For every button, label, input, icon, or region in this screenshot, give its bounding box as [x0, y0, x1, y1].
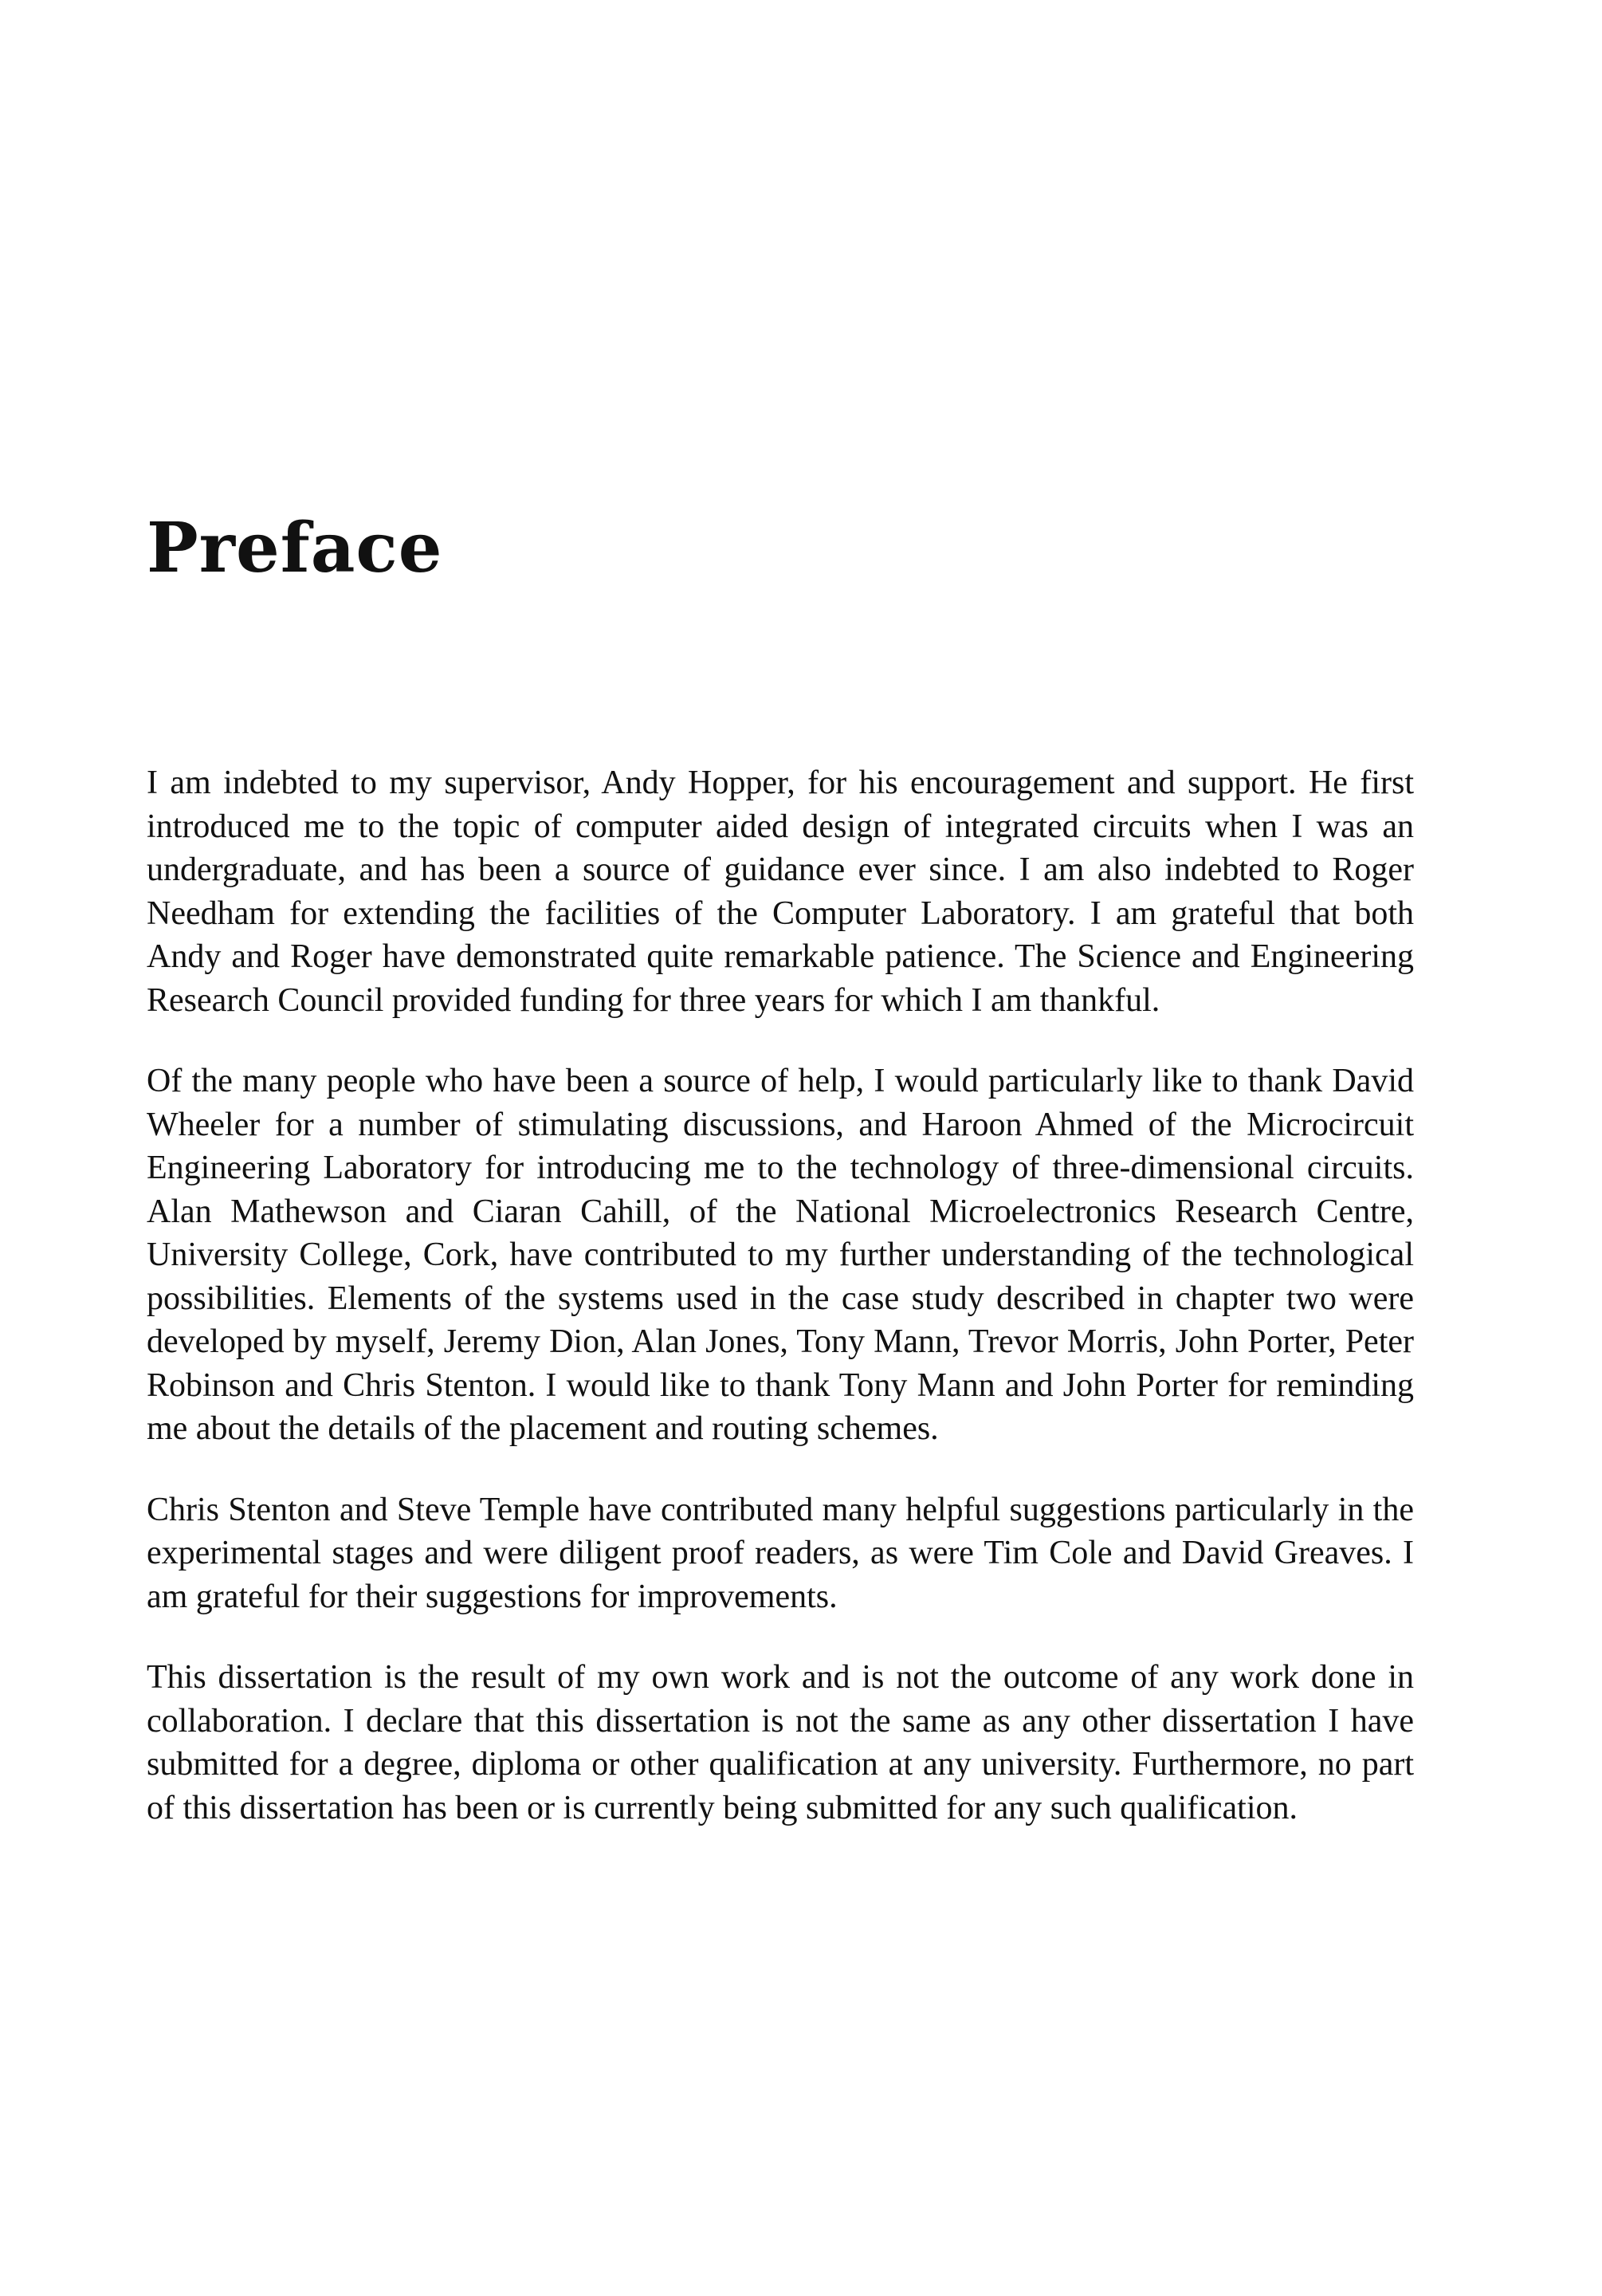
- paragraph-acknowledgements-colleagues: Of the many people who have been a source of help, I would particularly like to thank David Wheeler for a number of stimulating discussions, and Haroon Ahmed of the Microcircuit Engineering Laboratory for introducing me to the technology of three-dimensional circuits. Alan Mathewson and Ciaran Cahill, of the National Microelectronics Research Centre, University College, Cork, have contributed to my further understanding of the technological possibilities. Elements of the systems used in the case study described in chapter two were developed by myself, Jeremy Dion, Alan Jones, Tony Mann, Trevor Morris, John Porter, Peter Robinson and Chris Stenton. I would like to thank Tony Mann and John Porter for reminding me about the details of the placement and routing schemes.: [147, 1063, 1414, 1447]
- paragraph-acknowledgements-supervisor: I am indebted to my supervisor, Andy Hopper, for his encouragement and support. He first introduced me to the topic of computer aided design of integrated circuits when I was an undergraduate, and has been a source of guidance ever since. I am also indebted to Roger Needham for extending the facilities of the Computer Laboratory. I am grateful that both Andy and Roger have demonstrated quite remarkable patience. The Science and Engineering Research Council provided funding for three years for which I am thankful.: [147, 765, 1414, 1019]
- paragraph-declaration: This dissertation is the result of my own work and is not the outcome of any work done in collaboration. I declare that this dissertation is not the same as any other dissertation I have submitted for a degree, diploma or other qualification at any university. Furthermore, no part of this dissertation has been or is currently being submitted for any such qualification.: [147, 1659, 1414, 1826]
- paragraph-acknowledgements-proofreaders: Chris Stenton and Steve Temple have contributed many helpful suggestions particularly in the experimental stages and were diligent proof readers, as were Tim Cole and David Greaves. I am grateful for their suggestions for improvements.: [147, 1491, 1414, 1615]
- page-title: Preface: [147, 508, 443, 588]
- preface-body: [147, 761, 1414, 1867]
